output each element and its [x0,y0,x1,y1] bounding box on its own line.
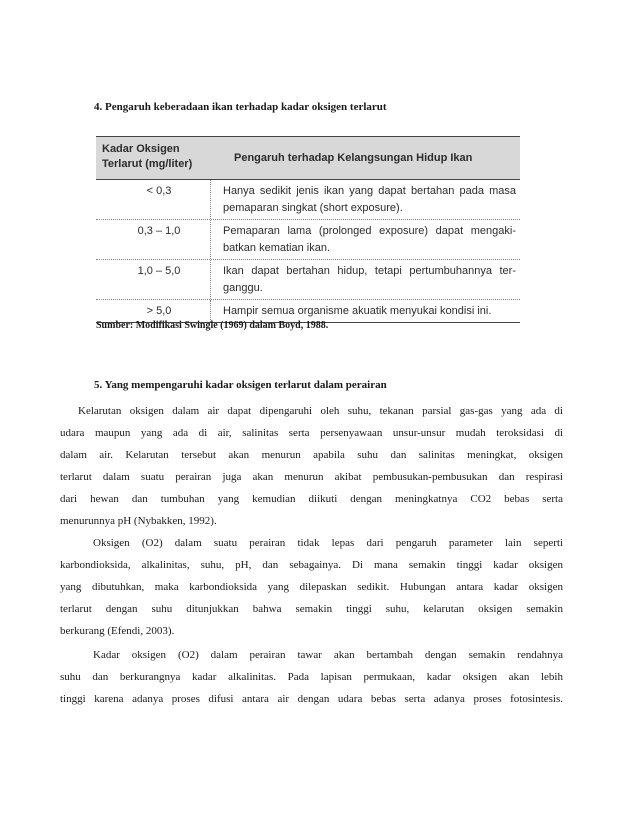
header-col1-line2: Terlarut (mg/liter) [102,158,193,170]
table-row [96,180,520,220]
effect-cell: Ikan dapat bertahan hidup, tetapi pertumbuhannya ter-ganggu. [223,265,516,294]
effect-cell: Pemaparan lama (prolonged exposure) dapat mengaki-batkan kematian ikan. [223,225,516,254]
paragraph-line: dari hewan dan tumbuhan yang kemudian diikuti dengan meningkatnya CO2 bebas serta [60,493,563,505]
paragraph-line: karbondioksida, alkalinitas, suhu, pH, dan sebagainya. Di mana semakin tinggi kadar oksigen [60,559,563,571]
paragraph-line: Oksigen (O2) dalam suatu perairan tidak lepas dari pengaruh parameter lain seperti [93,537,563,549]
table-header [96,136,520,180]
table-row [96,220,520,260]
paragraph-line: Kelarutan oksigen dalam air dapat dipengaruhi oleh suhu, tekanan parsial gas-gas yang ada di [78,405,563,417]
section-5-heading: 5. Yang mempengaruhi kadar oksigen terlarut dalam perairan [94,379,387,391]
header-col1-line1: Kadar Oksigen [102,143,180,155]
oxygen-level-cell: 0,3 – 1,0 [96,220,211,259]
oxygen-level-cell: 1,0 – 5,0 [96,260,211,299]
paragraph-3 [60,644,563,710]
paragraph-line: tinggi karena adanya proses difusi antara air dengan udara bebas serta adanya proses fotosintesis. [60,693,563,705]
paragraph-line: Kadar oksigen (O2) dalam perairan tawar akan bertambah dengan semakin rendahnya [93,649,563,661]
paragraph-line: menurunnya pH (Nybakken, 1992). [60,515,217,527]
table-row [96,260,520,300]
paragraph-1 [60,400,563,532]
effect-cell: Hanya sedikit jenis ikan yang dapat bertahan pada masa pemaparan singkat (short exposure). [223,185,516,214]
oxygen-level-cell: > 5,0 [96,300,211,322]
section-4-heading: 4. Pengaruh keberadaan ikan terhadap kadar oksigen terlarut [94,101,387,113]
paragraph-line: udara maupun yang ada di air, salinitas serta persenyawaan unsur-unsur mudah teroksidasi di [60,427,563,439]
paragraph-line: suhu dan berkurangnya kadar alkalinitas. Pada lapisan permukaan, kadar oksigen akan lebih [60,671,563,683]
header-effect: Pengaruh terhadap Kelangsungan Hidup Ikan [234,152,473,164]
table-source-note: Sumber: Modifikasi Swingle (1969) dalam Boyd, 1988. [96,320,329,331]
header-oxygen-level [96,137,211,179]
paragraph-line: terlarut dalam suatu perairan juga akan menurun akibat pembusukan-pembusukan dan respirasi [60,471,563,483]
paragraph-line: berkurang (Efendi, 2003). [60,625,175,637]
paragraph-2 [60,532,563,642]
oxygen-effect-table [96,136,520,323]
paragraph-line: yang dibutuhkan, maka karbondioksida yang dilepaskan sedikit. Hubungan antara kadar oksigen [60,581,563,593]
effect-cell: Hampir semua organisme akuatik menyukai kondisi ini. [223,305,492,317]
paragraph-line: dalam air. Kelarutan tersebut akan menurun apabila suhu dan salinitas meningkat, oksigen [60,449,563,461]
paragraph-line: terlarut dengan suhu ditunjukkan bahwa semakin tinggi suhu, kelarutan oksigen semakin [60,603,563,615]
oxygen-level-cell: < 0,3 [96,180,211,219]
